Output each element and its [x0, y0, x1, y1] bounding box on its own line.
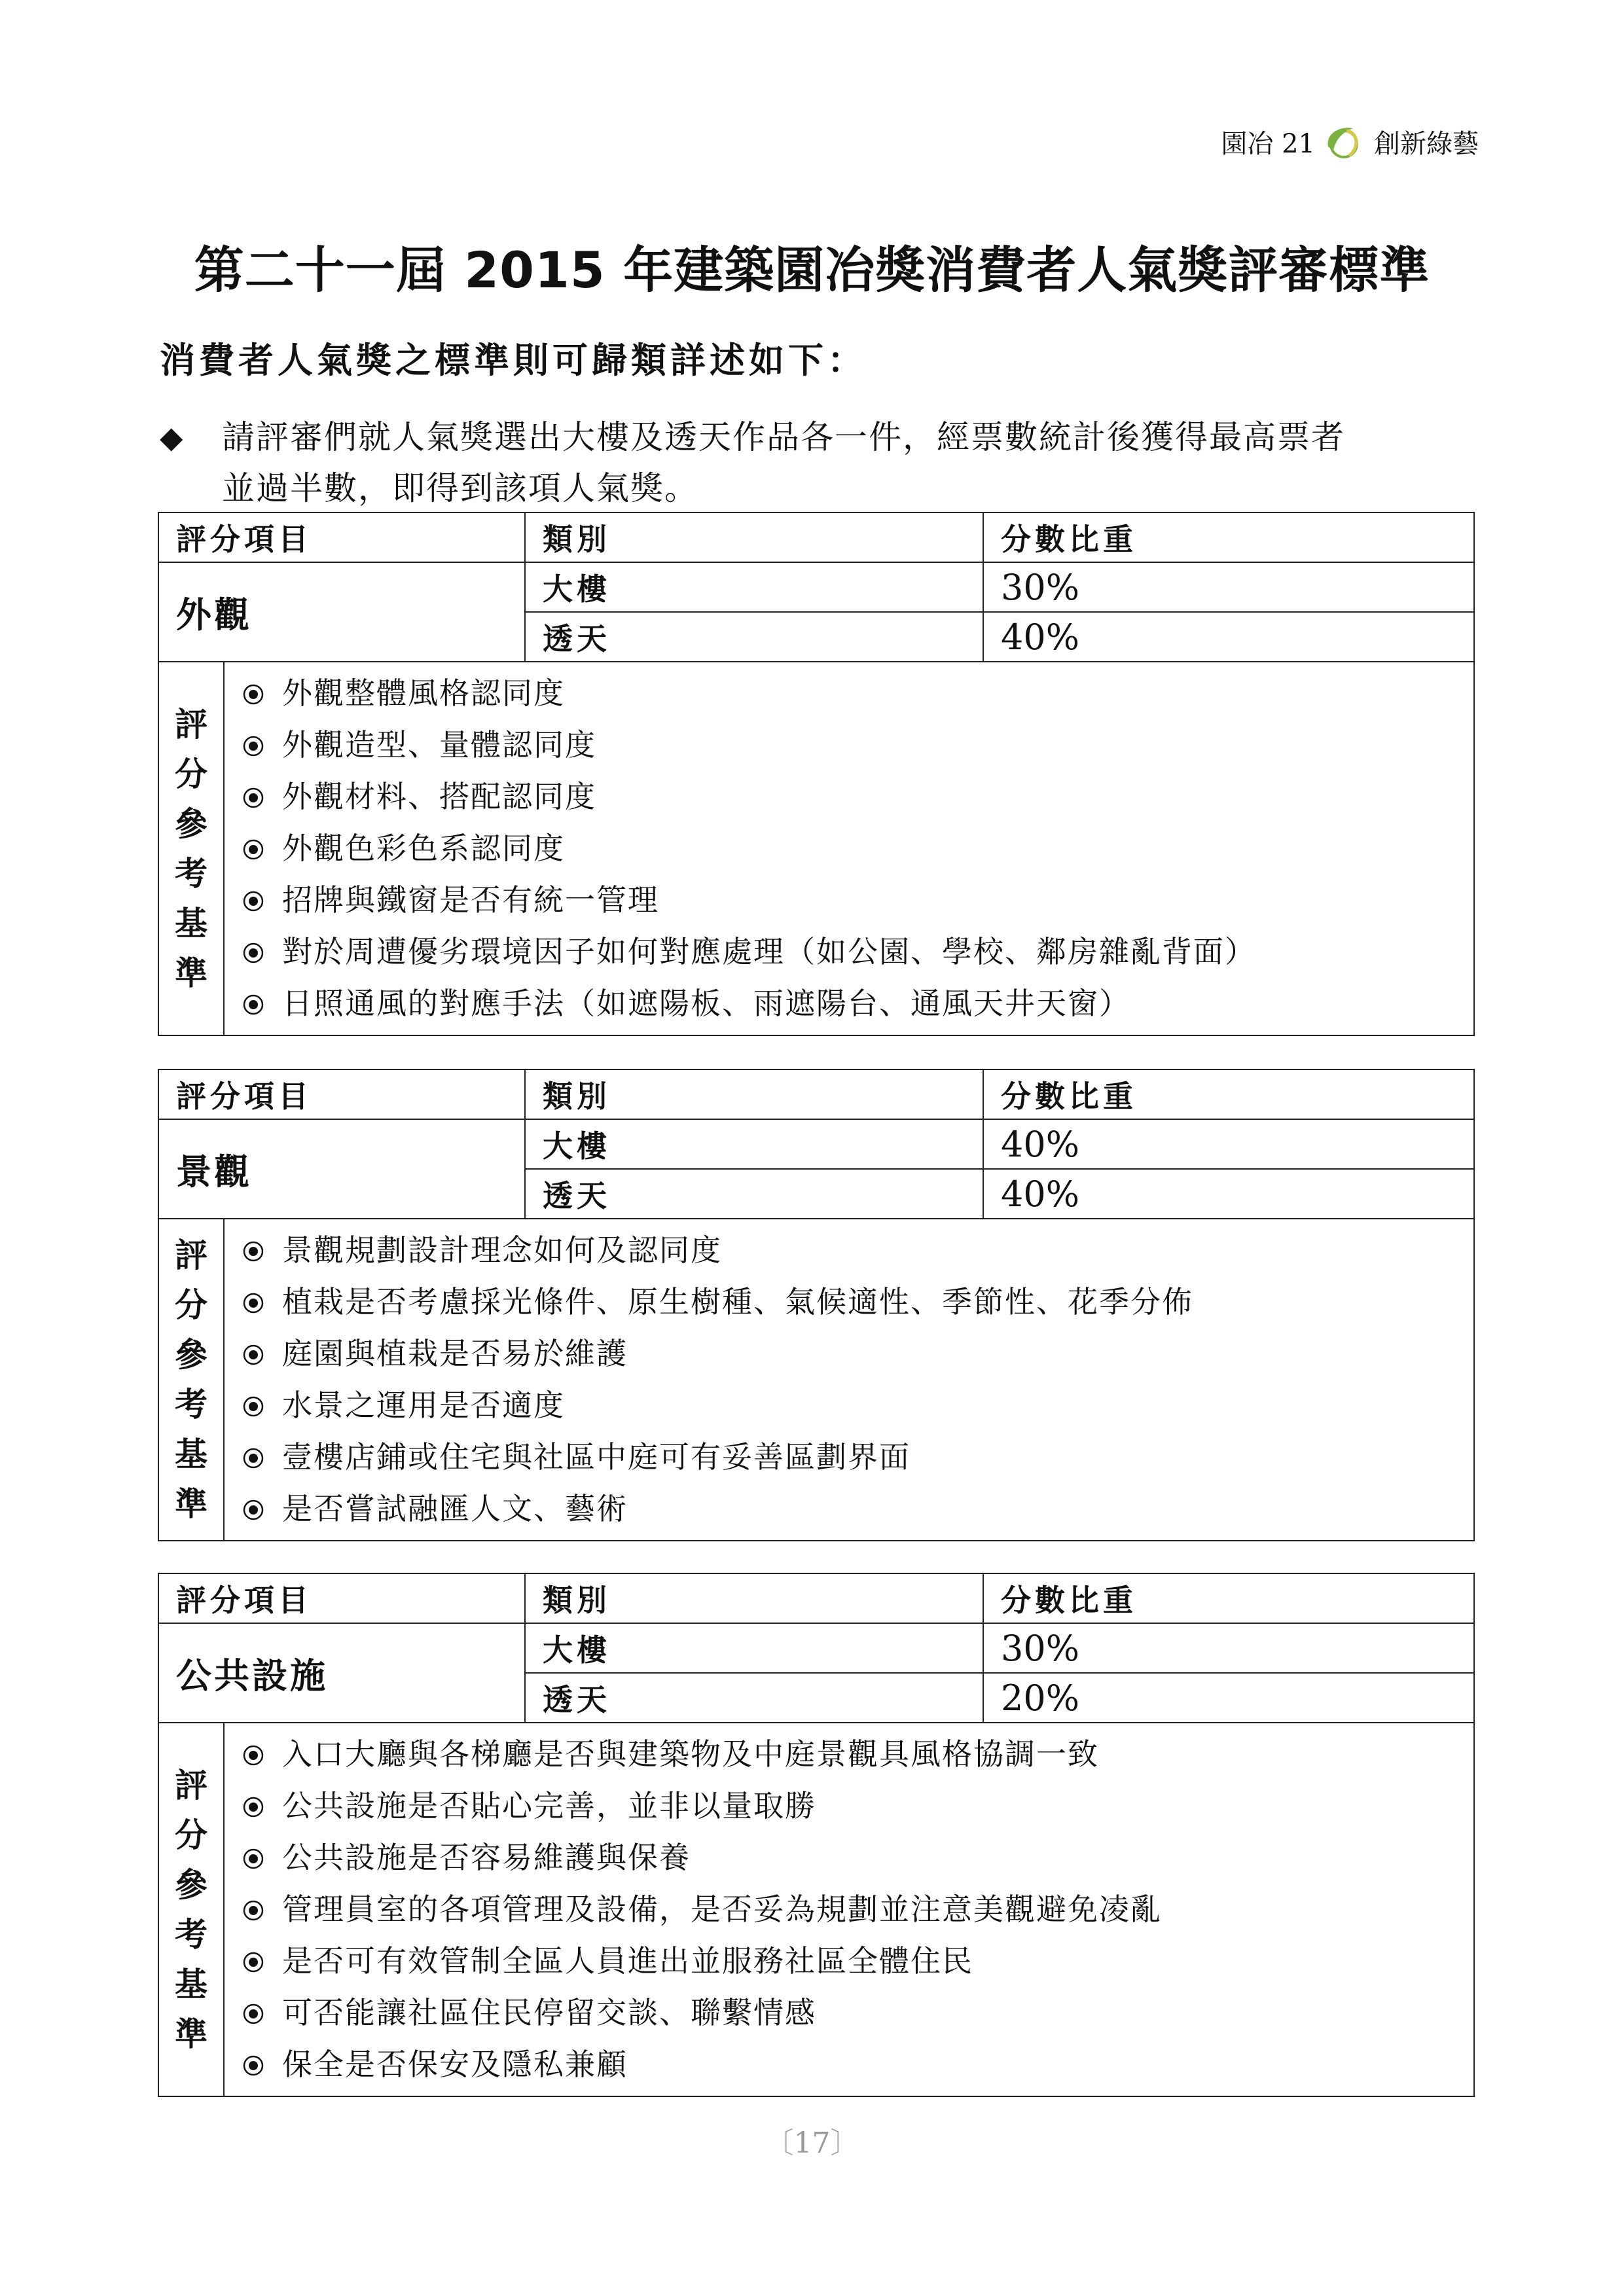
- criterion-text: 公共設施是否容易維護與保養: [282, 1840, 691, 1875]
- list-item: [242, 1987, 1473, 2039]
- circle-bullet-icon: [242, 1899, 265, 1922]
- criterion-text: 是否可有效管制全區人員進出並服務社區全體住民: [282, 1943, 973, 1979]
- circle-bullet-icon: [242, 2054, 265, 2077]
- circle-bullet-icon: [242, 1950, 265, 1974]
- circle-bullet-icon: [242, 1343, 265, 1367]
- list-item: [242, 719, 1473, 771]
- circle-bullet-icon: [242, 1291, 265, 1315]
- header-item: 評分項目: [158, 1573, 525, 1623]
- weight-cell: 40%: [983, 1119, 1474, 1169]
- page-title: 第二十一屆 2015 年建築園冶獎消費者人氣獎評審標準: [194, 241, 1430, 299]
- side-label-char: 分: [175, 755, 208, 793]
- side-label-char: 參: [175, 804, 208, 843]
- diamond-bullet-icon: ◆: [160, 420, 183, 455]
- side-label-char: 評: [175, 705, 208, 744]
- criterion-text: 可否能讓社區住民停留交談、聯繫情感: [282, 1995, 816, 2030]
- list-item: [242, 926, 1473, 978]
- list-item: [242, 1380, 1473, 1431]
- side-label-char: 考: [175, 1915, 208, 1954]
- list-item: [242, 1431, 1473, 1483]
- weight-cell: 30%: [983, 562, 1474, 612]
- criteria-list-cell: [224, 1723, 1474, 2096]
- circle-bullet-icon: [242, 889, 265, 913]
- header-type: 類別: [525, 1069, 983, 1119]
- side-label-char: 準: [175, 954, 208, 992]
- leaf-logo-icon: [1320, 122, 1362, 161]
- criteria-table-public-facilities: [158, 1573, 1475, 2097]
- type-cell: 透天: [525, 1673, 983, 1723]
- criterion-text: 日照通風的對應手法（如遮陽板、雨遮陽台、通風天井天窗）: [282, 986, 1130, 1021]
- criterion-text: 公共設施是否貼心完善，並非以量取勝: [282, 1788, 816, 1823]
- list-item: [242, 1935, 1473, 1987]
- side-label-char: 考: [175, 854, 208, 893]
- criterion-text: 植栽是否考慮採光條件、原生樹種、氣候適性、季節性、花季分佈: [282, 1284, 1193, 1319]
- circle-bullet-icon: [242, 1240, 265, 1263]
- criterion-text: 招牌與鐵窗是否有統一管理: [282, 882, 659, 918]
- criterion-text: 水景之運用是否適度: [282, 1388, 565, 1423]
- criterion-text: 對於周遭優劣環境因子如何對應處理（如公園、學校、鄰房雜亂背面）: [282, 934, 1256, 969]
- weight-cell: 20%: [983, 1673, 1474, 1723]
- table-row: [158, 1623, 1474, 1673]
- side-label-char: 參: [175, 1865, 208, 1904]
- side-label-cell: [158, 1219, 224, 1541]
- header-weight: 分數比重: [983, 1069, 1474, 1119]
- type-cell: 大樓: [525, 562, 983, 612]
- side-label-char: 參: [175, 1336, 208, 1374]
- criterion-text: 外觀整體風格認同度: [282, 675, 565, 711]
- category-name: 外觀: [158, 562, 525, 662]
- list-item: [242, 771, 1473, 823]
- header-type: 類別: [525, 512, 983, 562]
- criterion-text: 保全是否保安及隱私兼顧: [282, 2047, 628, 2082]
- type-cell: 透天: [525, 1169, 983, 1219]
- list-item: [242, 1884, 1473, 1935]
- header-brand: 園冶 21: [1221, 128, 1315, 159]
- page-number: 〔17〕: [765, 2126, 859, 2160]
- circle-bullet-icon: [242, 1795, 265, 1819]
- side-label-char: 準: [175, 2015, 208, 2053]
- weight-cell: 30%: [983, 1623, 1474, 1673]
- type-cell: 大樓: [525, 1623, 983, 1673]
- criteria-list-cell: [224, 1219, 1474, 1541]
- list-item: [242, 1780, 1473, 1832]
- criteria-row: [158, 1723, 1474, 2096]
- header-weight: 分數比重: [983, 1573, 1474, 1623]
- type-cell: 透天: [525, 612, 983, 662]
- header-type: 類別: [525, 1573, 983, 1623]
- weight-cell: 40%: [983, 1169, 1474, 1219]
- criterion-text: 外觀造型、量體認同度: [282, 727, 596, 762]
- side-label-char: 基: [175, 1965, 208, 2003]
- side-label-cell: [158, 1723, 224, 2096]
- side-label-char: 分: [175, 1816, 208, 1854]
- header-item: 評分項目: [158, 512, 525, 562]
- side-label-char: 基: [175, 1435, 208, 1473]
- side-label-char: 基: [175, 904, 208, 942]
- list-item: [242, 1328, 1473, 1380]
- table-header-row: [158, 512, 1474, 562]
- criterion-text: 壹樓店鋪或住宅與社區中庭可有妥善區劃界面: [282, 1439, 911, 1475]
- intro-line-2: 並過半數，即得到該項人氣獎。: [222, 469, 698, 507]
- circle-bullet-icon: [242, 1395, 265, 1418]
- circle-bullet-icon: [242, 2002, 265, 2026]
- criteria-list: [242, 1729, 1473, 2090]
- table-header-row: [158, 1573, 1474, 1623]
- circle-bullet-icon: [242, 838, 265, 861]
- list-item: [242, 1225, 1473, 1276]
- table-row: [158, 1119, 1474, 1169]
- list-item: [242, 1729, 1473, 1780]
- type-cell: 大樓: [525, 1119, 983, 1169]
- weight-cell: 40%: [983, 612, 1474, 662]
- header-item: 評分項目: [158, 1069, 525, 1119]
- criterion-text: 外觀材料、搭配認同度: [282, 779, 596, 814]
- table-header-row: [158, 1069, 1474, 1119]
- list-item: [242, 1483, 1473, 1535]
- side-label-char: 評: [175, 1236, 208, 1274]
- side-label-char: 評: [175, 1766, 208, 1804]
- circle-bullet-icon: [242, 683, 265, 706]
- header-slogan: 創新綠藝: [1374, 128, 1479, 159]
- criteria-row: [158, 1219, 1474, 1541]
- section-subtitle: 消費者人氣獎之標準則可歸類詳述如下：: [160, 340, 867, 381]
- criterion-text: 外觀色彩色系認同度: [282, 831, 565, 866]
- list-item: [242, 874, 1473, 926]
- side-label-cell: [158, 662, 224, 1035]
- criteria-table-landscape: [158, 1069, 1475, 1541]
- circle-bullet-icon: [242, 1847, 265, 1871]
- list-item: [242, 1832, 1473, 1884]
- category-name: 公共設施: [158, 1623, 525, 1723]
- header-weight: 分數比重: [983, 512, 1474, 562]
- list-item: [242, 668, 1473, 719]
- list-item: [242, 823, 1473, 874]
- criterion-text: 是否嘗試融匯人文、藝術: [282, 1491, 628, 1526]
- list-item: [242, 1276, 1473, 1328]
- criterion-text: 入口大廳與各梯廳是否與建築物及中庭景觀具風格協調一致: [282, 1736, 1099, 1772]
- circle-bullet-icon: [242, 1498, 265, 1522]
- criteria-row: [158, 662, 1474, 1035]
- circle-bullet-icon: [242, 1744, 265, 1767]
- criteria-list-cell: [224, 662, 1474, 1035]
- criterion-text: 管理員室的各項管理及設備，是否妥為規劃並注意美觀避免凌亂: [282, 1892, 1162, 1927]
- circle-bullet-icon: [242, 786, 265, 810]
- side-label-char: 分: [175, 1286, 208, 1324]
- intro-line-1: 請評審們就人氣獎選出大樓及透天作品各一件，經票數統計後獲得最高票者: [222, 418, 1345, 456]
- circle-bullet-icon: [242, 734, 265, 758]
- criterion-text: 庭園與植栽是否易於維護: [282, 1336, 628, 1371]
- side-label-char: 準: [175, 1485, 208, 1523]
- page-header: [1221, 122, 1479, 161]
- criteria-table-exterior: [158, 512, 1475, 1036]
- list-item: [242, 978, 1473, 1030]
- circle-bullet-icon: [242, 993, 265, 1016]
- side-label-char: 考: [175, 1386, 208, 1424]
- table-row: [158, 562, 1474, 612]
- list-item: [242, 2039, 1473, 2090]
- category-name: 景觀: [158, 1119, 525, 1219]
- criterion-text: 景觀規劃設計理念如何及認同度: [282, 1232, 722, 1268]
- circle-bullet-icon: [242, 941, 265, 965]
- criteria-list: [242, 1225, 1473, 1535]
- circle-bullet-icon: [242, 1446, 265, 1470]
- criteria-list: [242, 668, 1473, 1030]
